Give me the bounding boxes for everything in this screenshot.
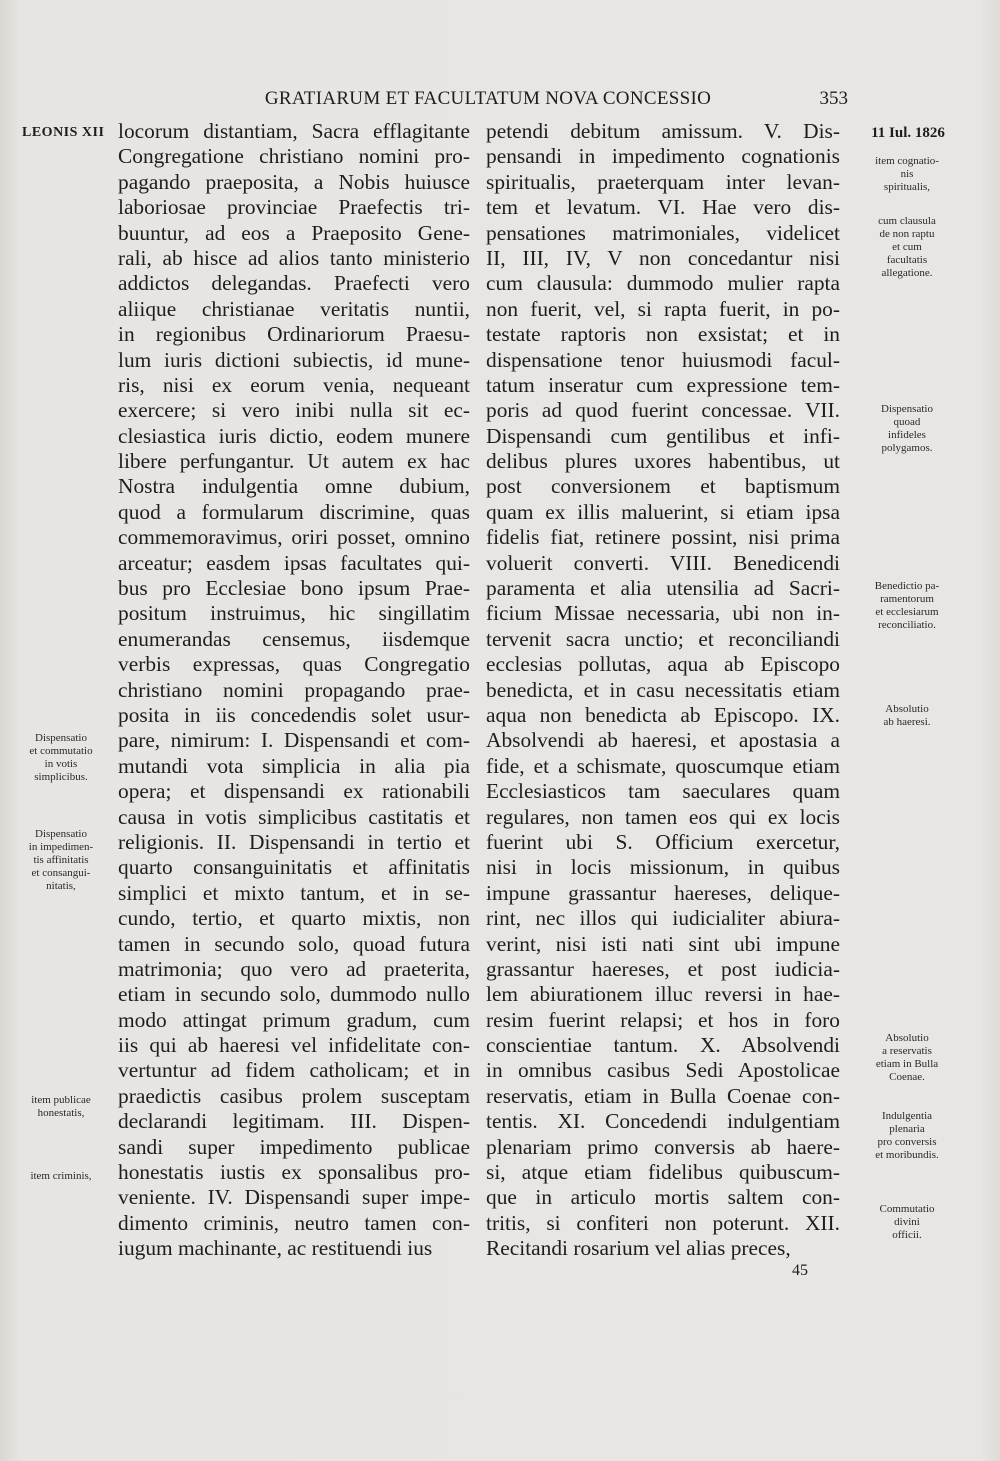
margin-note: item criminis, <box>30 1170 92 1182</box>
text-line: quarto consanguinitatis et affinitatis <box>118 855 470 880</box>
text-line: vertuntur ad fidem catholicam; et in <box>118 1058 470 1083</box>
margin-note: Absolutio a reservatis etiam in Bulla Coenae. <box>875 1032 939 1083</box>
text-line: delibus plures uxores habentibus, ut <box>486 449 840 474</box>
text-line: commemoravimus, oriri posset, omnino <box>118 525 470 550</box>
text-line: aliique christianae veritatis nuntii, <box>118 296 470 321</box>
text-line: ris, nisi ex eorum venia, nequeant <box>118 372 470 397</box>
text-line: quam ex illis maluerint, si etiam ipsa <box>486 499 840 524</box>
text-line: sandi super impedimento publicae <box>118 1134 470 1159</box>
text-line: aqua non benedicta ab Episcopo. IX. <box>486 702 840 727</box>
margin-note: item cognatio- nis spiritualis, <box>875 155 939 193</box>
text-line: grassantur haereses, et post iudicia- <box>486 956 840 981</box>
text-line: pensationes matrimoniales, videlicet <box>486 220 840 245</box>
margin-pope-name: LEONIS XII <box>22 125 105 140</box>
text-line: enumerandas censemus, iisdemque <box>118 626 470 651</box>
show-through <box>28 205 100 217</box>
text-line: spiritualis, praeterquam inter levan- <box>486 169 840 194</box>
text-line: testate raptoris non exsistat; et in <box>486 322 840 347</box>
text-line: posita in iis concedendis solet usur- <box>118 702 470 727</box>
text-line: praedictis casibus prolem susceptam <box>118 1083 470 1108</box>
text-line: exercere; si vero inibi nulla sit ec- <box>118 398 470 423</box>
margin-note: Indulgentia plenaria pro conversis et moribundis. <box>875 1110 939 1161</box>
body-column-left <box>118 119 470 1262</box>
text-line: mutandi vota simplicia in alia pia <box>118 753 470 778</box>
text-line: tatum inseratur cum expressione tem- <box>486 372 840 397</box>
margin-date: 11 Iul. 1826 <box>871 125 945 141</box>
text-line: Ecclesiasticos tam saeculares quam <box>486 779 840 804</box>
text-line: non fuerit, vel, si rapta fuerit, in po- <box>486 296 840 321</box>
text-line: Nostra indulgentia omne dubium, <box>118 474 470 499</box>
text-line: pagando praeposita, a Nobis huiusce <box>118 169 470 194</box>
margin-note: item publicae honestatis, <box>31 1094 91 1119</box>
body-column-right <box>486 119 840 1262</box>
text-line: lem abiurationem illuc reversi in hae- <box>486 982 840 1007</box>
text-line: dispensatione tenor huiusmodi facul- <box>486 347 840 372</box>
text-line: rali, ab hisce ad alios tanto ministerio <box>118 245 470 270</box>
text-line: ecclesias pollutas, aqua ab Episcopo <box>486 652 840 677</box>
text-line: Recitandi rosarium vel alias preces, <box>486 1236 791 1261</box>
margin-note: Benedictio pa- ramentorum et ecclesiarum reconciliatio. <box>874 580 940 631</box>
text-line: pare, nimirum: I. Dispensandi et com- <box>118 728 470 753</box>
text-line: laboriosae provinciae Praefectis tri- <box>118 195 470 220</box>
text-line: simplici et mixto tantum, et in se- <box>118 880 470 905</box>
text-line: iugum machinante, ac restituendi ius <box>118 1236 433 1261</box>
text-line: benedicta, et in casu necessitatis etiam <box>486 677 840 702</box>
text-line: veniente. IV. Dispensandi super impe- <box>118 1185 470 1210</box>
text-line: si, atque etiam fidelibus quibuscum- <box>486 1160 840 1185</box>
text-line: locorum distantiam, Sacra efflagitante <box>118 119 470 143</box>
text-line: modo attingat primum gradum, cum <box>118 1007 470 1032</box>
margin-note: Dispensatio et commutatio in votis simplicibus. <box>29 732 93 783</box>
text-line: II, III, IV, V non concedantur nisi <box>486 245 840 270</box>
text-line: fide, et a schismate, quoscumque etiam <box>486 753 840 778</box>
text-line: resim fuerint relapsi; et hos in foro <box>486 1007 840 1032</box>
text-line: post conversionem et baptismum <box>486 474 840 499</box>
text-line: cum clausula: dummodo mulier rapta <box>486 271 840 296</box>
text-line: fidelis fiat, retinere possint, nisi prima <box>486 525 840 550</box>
text-line: tem et levatum. VI. Hae vero dis- <box>486 195 840 220</box>
text-line: honestatis iustis ex sponsalibus pro- <box>118 1160 470 1185</box>
margin-note: Dispensatio in impedimen- tis affinitatis et consangui- nitatis, <box>28 828 94 892</box>
text-line: iis qui ab haeresi vel infidelitate con- <box>118 1033 470 1058</box>
text-line: in omnibus casibus Sedi Apostolicae <box>486 1058 840 1083</box>
margin-note: Dispensatio quoad infideles polygamos. <box>881 403 933 454</box>
text-line: nisi in locis missionum, in quibus <box>486 855 840 880</box>
text-line: petendi debitum amissum. V. Dis- <box>486 119 840 143</box>
text-line: dimento criminis, neutro tamen con- <box>118 1210 470 1235</box>
text-line: voluerit converti. VIII. Benedicendi <box>486 550 840 575</box>
text-line: pensandi in impedimento cognationis <box>486 144 840 169</box>
text-line: tervenit sacra unctio; et reconciliandi <box>486 626 840 651</box>
text-line: addictos delegandas. Praefecti vero <box>118 271 470 296</box>
running-header: GRATIARUM ET FACULTATUM NOVA CONCESSIO <box>264 88 712 109</box>
text-line: bus pro Ecclesiae bono ipsum Prae- <box>118 576 470 601</box>
margin-note: cum clausula de non raptu et cum facultatis allegatione. <box>878 215 936 279</box>
text-line: arceatur; easdem ipsas facultates qui- <box>118 550 470 575</box>
text-line: regulares, non tamen eos qui ex locis <box>486 804 840 829</box>
margin-note: Commutatio divini officii. <box>879 1203 935 1241</box>
text-line: que in articulo mortis saltem con- <box>486 1185 840 1210</box>
text-line: reservatis, etiam in Bulla Coenae con- <box>486 1083 840 1108</box>
text-line: plenariam primo conversis ab haere- <box>486 1134 840 1159</box>
text-line: declarandi legitimam. III. Dispen- <box>118 1109 470 1134</box>
text-line: Absolvendi ab haeresi, et apostasia a <box>486 728 840 753</box>
text-line: conscientiae tantum. X. Absolvendi <box>486 1033 840 1058</box>
text-line: paramenta et alia utensilia ad Sacri- <box>486 576 840 601</box>
text-line: ficium Missae necessaria, ubi non in- <box>486 601 840 626</box>
text-line: in regionibus Ordinariorum Praesu- <box>118 322 470 347</box>
text-line: cundo, tertio, et quarto mixtis, non <box>118 906 470 931</box>
page-number: 353 <box>819 88 848 109</box>
text-line: opera; et dispensandi ex rationabili <box>118 779 470 804</box>
text-line: verbis expressas, quas Congregatio <box>118 652 470 677</box>
text-line: lum iuris dictioni subiectis, id mune- <box>118 347 470 372</box>
text-line: tritis, si confiteri non poterunt. XII. <box>486 1210 840 1235</box>
text-line: quod a formularum discrimine, quas <box>118 499 470 524</box>
text-line: positum instruimus, hic singillatim <box>118 601 470 626</box>
text-line: etiam in secundo solo, dummodo nullo <box>118 982 470 1007</box>
text-line: rint, nec illos qui iudicialiter abiura- <box>486 906 840 931</box>
text-line: fuerint ubi S. Officium exercetur, <box>486 829 840 854</box>
signature-mark: 45 <box>792 1262 808 1279</box>
text-line: christiano nomini propagando prae- <box>118 677 470 702</box>
text-line: Congregatione christiano nomini pro- <box>118 144 470 169</box>
text-line: buuntur, ad eos a Praeposito Gene- <box>118 220 470 245</box>
text-line: tentis. XI. Concedendi indulgentiam <box>486 1109 840 1134</box>
text-line: tamen in secundo solo, quoad futura <box>118 931 470 956</box>
text-line: clesiastica iuris dictio, eodem munere <box>118 423 470 448</box>
text-line: impune grassantur haereses, delique- <box>486 880 840 905</box>
text-line: verint, nisi isti nati sint ubi impune <box>486 931 840 956</box>
margin-note: Absolutio ab haeresi. <box>883 703 931 728</box>
text-line: Dispensandi cum gentilibus et infi- <box>486 423 840 448</box>
text-line: causa in votis simplicibus castitatis et <box>118 804 470 829</box>
text-line: matrimonia; quo vero ad praeterita, <box>118 956 470 981</box>
text-line: poris ad quod fuerint concessae. VII. <box>486 398 840 423</box>
text-line: libere perfungantur. Ut autem ex hac <box>118 449 470 474</box>
text-line: religionis. II. Dispensandi in tertio et <box>118 829 470 854</box>
